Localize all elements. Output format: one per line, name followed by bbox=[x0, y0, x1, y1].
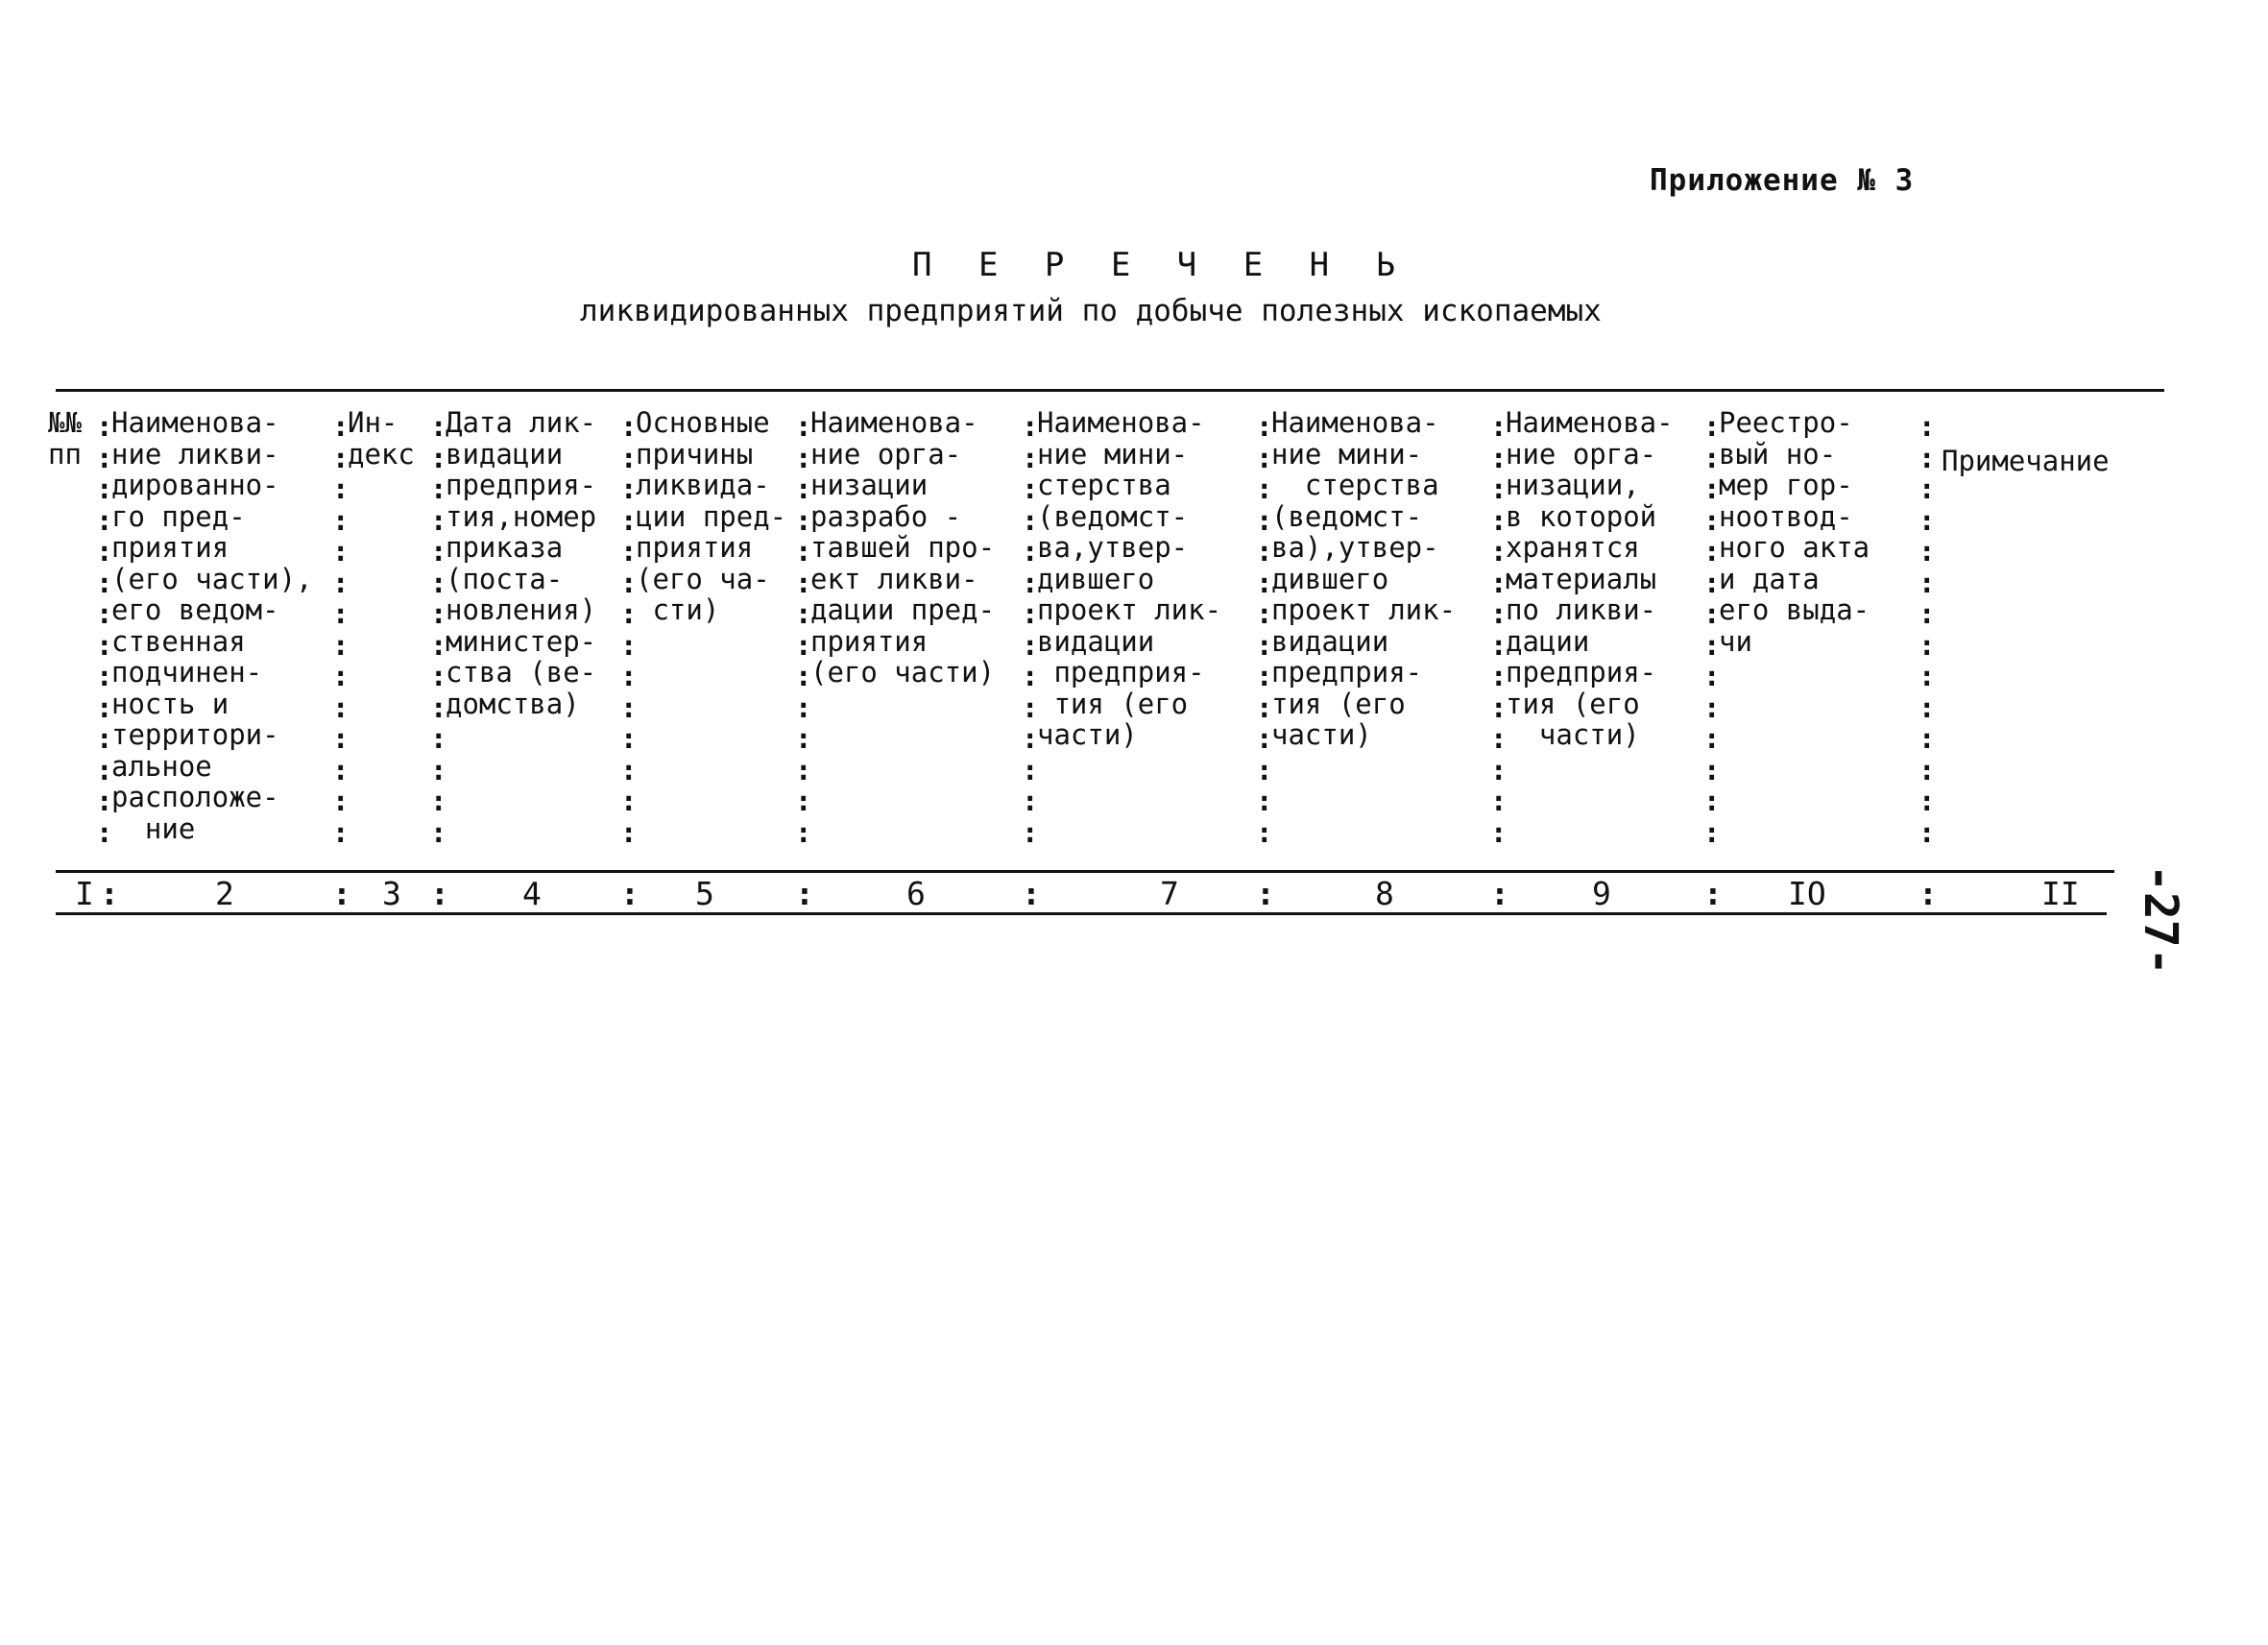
column-number: I bbox=[75, 875, 94, 912]
column-number-separator: : bbox=[620, 875, 639, 912]
column-number: 3 bbox=[382, 875, 401, 912]
column-header-text: Дата лик- видации предприя- тия,номер приказа (поста- новления) министер- ства (ве- домства) bbox=[446, 406, 597, 720]
column-separator: : : : : : : : : : : : : : : bbox=[1490, 410, 1508, 849]
appendix-label: Приложение № 3 bbox=[1650, 163, 1915, 198]
page-number: -27- bbox=[2134, 864, 2187, 976]
column-number-separator: : bbox=[430, 875, 449, 912]
column-number: 9 bbox=[1592, 875, 1611, 912]
column-number: 4 bbox=[522, 875, 542, 912]
column-separator: : : : : : : : : : : : : : : bbox=[620, 410, 638, 849]
column-header-text: Наименова- ние орга- низации разрабо - тавшей про- ект ликви- дации пред- приятия (его части) bbox=[810, 406, 996, 689]
column-header-text: Примечание bbox=[1942, 445, 2110, 477]
column-number: 6 bbox=[906, 875, 926, 912]
column-separator: : : : : : : : : : : : : : : bbox=[1918, 410, 1936, 849]
column-separator: : : : : : : : : : : : : : : bbox=[795, 410, 812, 849]
column-separator: : : : : : : : : : : : : : : bbox=[96, 410, 113, 849]
column-number: 2 bbox=[215, 875, 234, 912]
column-header-text: Наименова- ние орга- низации, в которой хранятся материалы по ликви- дации предприя- тия (его части) bbox=[1506, 406, 1674, 751]
column-header-text: Наименова- ние мини- стерства (ведомст- ва,утвер- дившего проект лик- видации предприя- тия (его части) bbox=[1037, 406, 1222, 751]
document-subtitle: ликвидированных предприятий по добыче полезных ископаемых bbox=[580, 294, 1602, 328]
table-bottom-rule bbox=[56, 912, 2107, 915]
column-number-separator: : bbox=[1022, 875, 1041, 912]
table-top-rule bbox=[56, 389, 2164, 392]
column-header-text: №№ пп bbox=[48, 406, 82, 471]
column-number-row bbox=[46, 876, 2159, 912]
column-header-text: Реестро- вый но- мер гор- ноотвод- ного акта и дата его выда- чи bbox=[1719, 406, 1870, 658]
column-number-separator: : bbox=[1490, 875, 1509, 912]
column-number-separator: : bbox=[1918, 875, 1938, 912]
column-separator: : : : : : : : : : : : : : : bbox=[1256, 410, 1273, 849]
column-number-separator: : bbox=[1256, 875, 1275, 912]
column-separator: : : : : : : : : : : : : : : bbox=[332, 410, 350, 849]
column-number: IO bbox=[1788, 875, 1826, 912]
column-separator: : : : : : : : : : : : : : : bbox=[1703, 410, 1721, 849]
column-number: 8 bbox=[1375, 875, 1394, 912]
column-number-separator: : bbox=[795, 875, 814, 912]
column-number: 7 bbox=[1160, 875, 1179, 912]
column-header-text: Ин- декс bbox=[348, 406, 415, 471]
column-number: 5 bbox=[695, 875, 714, 912]
column-number-separator: : bbox=[332, 875, 351, 912]
table-header-bottom-rule bbox=[56, 870, 2114, 873]
column-number-separator: : bbox=[100, 875, 119, 912]
document-title: П Е Р Е Ч Е Н Ь bbox=[912, 246, 1410, 284]
column-separator: : : : : : : : : : : : : : : bbox=[1022, 410, 1039, 849]
column-separator: : : : : : : : : : : : : : : bbox=[430, 410, 447, 849]
column-header-text: Наименова- ние ликви- дированно- го пред- приятия (его части), его ведом- ственная подчинен- ность и территори- альное расположе- ние bbox=[111, 406, 313, 845]
column-number-separator: : bbox=[1703, 875, 1723, 912]
table-header-row bbox=[46, 407, 2178, 862]
column-number: II bbox=[2041, 875, 2080, 912]
column-header-text: Основные причины ликвида- ции пред- приятия (его ча- сти) bbox=[636, 406, 787, 626]
column-header-text: Наименова- ние мини- стерства (ведомст- ва),утвер- дившего проект лик- видации предприя- тия (его части) bbox=[1271, 406, 1457, 751]
